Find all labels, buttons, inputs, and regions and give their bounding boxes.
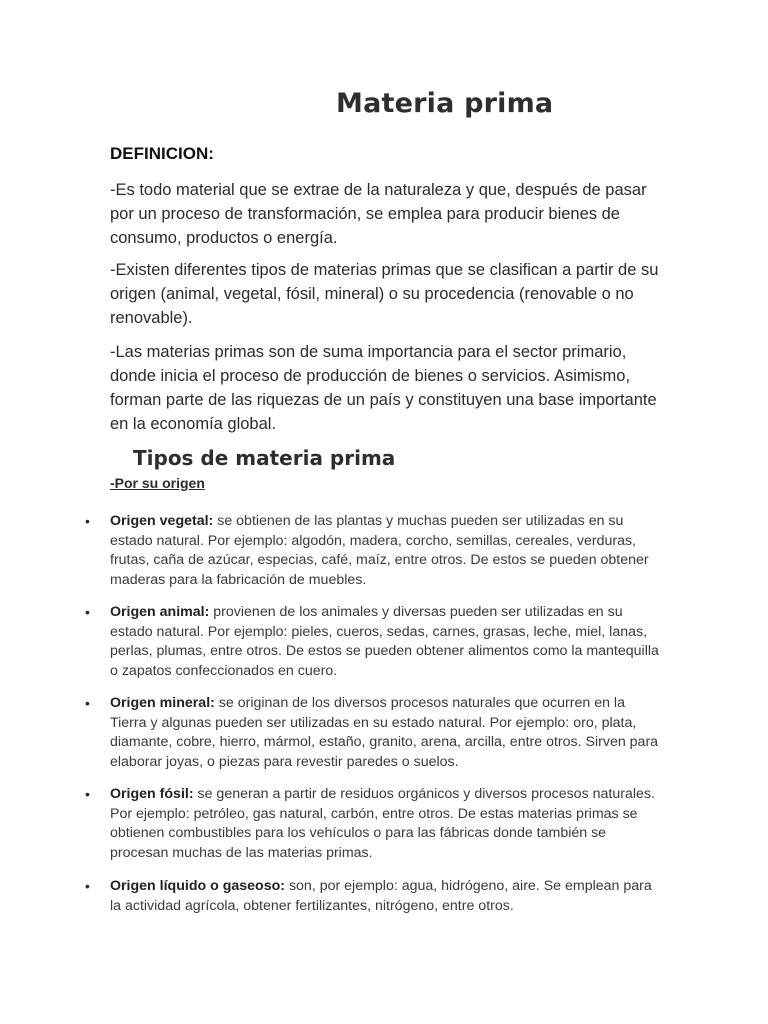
list-item-mineral <box>85 694 660 772</box>
item-description: son, por ejemplo: agua, hidrógeno, aire. Se emplean para la actividad agrícola, obtener fertilizantes, nitrógeno, entre otros. <box>110 878 652 914</box>
definition-paragraph-2: -Existen diferentes tipos de materias primas que se clasifican a partir de su origen (animal, vegetal, fósil, mineral) o su procedencia (renovable o no renovable). <box>110 261 659 327</box>
list-item-fosil <box>85 785 660 863</box>
list-item-liquido-gaseoso <box>85 877 660 916</box>
item-term: Origen líquido o gaseoso: <box>110 878 285 894</box>
item-term: Origen mineral: <box>110 695 215 711</box>
item-term: Origen vegetal: <box>110 513 214 529</box>
item-description: provienen de los animales y diversas pueden ser utilizadas en su estado natural. Por ejemplo: pieles, cueros, sedas, carnes, grasas, leche, miel, lanas, perlas, plumas, entre otros. De estos se pueden obtener alimentos como la mantequilla o zapatos confeccionados en cuero. <box>110 604 659 679</box>
list-item-vegetal <box>85 512 660 590</box>
bullet-icon: • <box>85 786 90 802</box>
item-description: se obtienen de las plantas y muchas pueden ser utilizadas en su estado natural. Por ejemplo: algodón, madera, corcho, semillas, cereales, verduras, frutas, caña de azúcar, especias, café, maíz, entre otros. De estos se pueden obtener maderas para la fabricación de muebles. <box>110 513 649 588</box>
bullet-icon: • <box>85 878 90 894</box>
definition-paragraph-3: -Las materias primas son de suma importancia para el sector primario, donde inicia el proceso de producción de bienes o servicios. Asimismo, forman parte de las riquezas de un país y constituyen una base importante en la economía global. <box>110 343 657 433</box>
item-term: Origen fósil: <box>110 786 194 802</box>
item-description: se originan de los diversos procesos naturales que ocurren en la Tierra y algunas pueden ser utilizadas en su estado natural. Por ejemplo: oro, plata, diamante, cobre, hierro, mármol, estaño, granito, arena, arcilla, entre otros. Sirven para elaborar joyas, o piezas para revestir paredes o suelos. <box>110 695 659 770</box>
list-item-animal <box>85 603 660 681</box>
bullet-icon: • <box>85 604 90 620</box>
by-origin-label: -Por su origen <box>110 475 205 491</box>
item-description: se generan a partir de residuos orgánicos y diversos procesos naturales. Por ejemplo: petróleo, gas natural, carbón, entre otros. De estas materias primas se obtienen combustibles para los vehículos o para las fábricas donde también se procesan muchas de las materias primas. <box>110 786 655 861</box>
bullet-icon: • <box>85 695 90 711</box>
bullet-icon: • <box>85 513 90 529</box>
types-heading: Tipos de materia prima <box>133 446 396 470</box>
definition-paragraph-1: -Es todo material que se extrae de la naturaleza y que, después de pasar por un proceso de transformación, se emplea para producir bienes de consumo, productos o energía. <box>110 181 647 247</box>
document-title: Materia prima <box>336 88 554 119</box>
definition-heading: DEFINICION: <box>110 144 214 163</box>
item-term: Origen animal: <box>110 604 210 620</box>
